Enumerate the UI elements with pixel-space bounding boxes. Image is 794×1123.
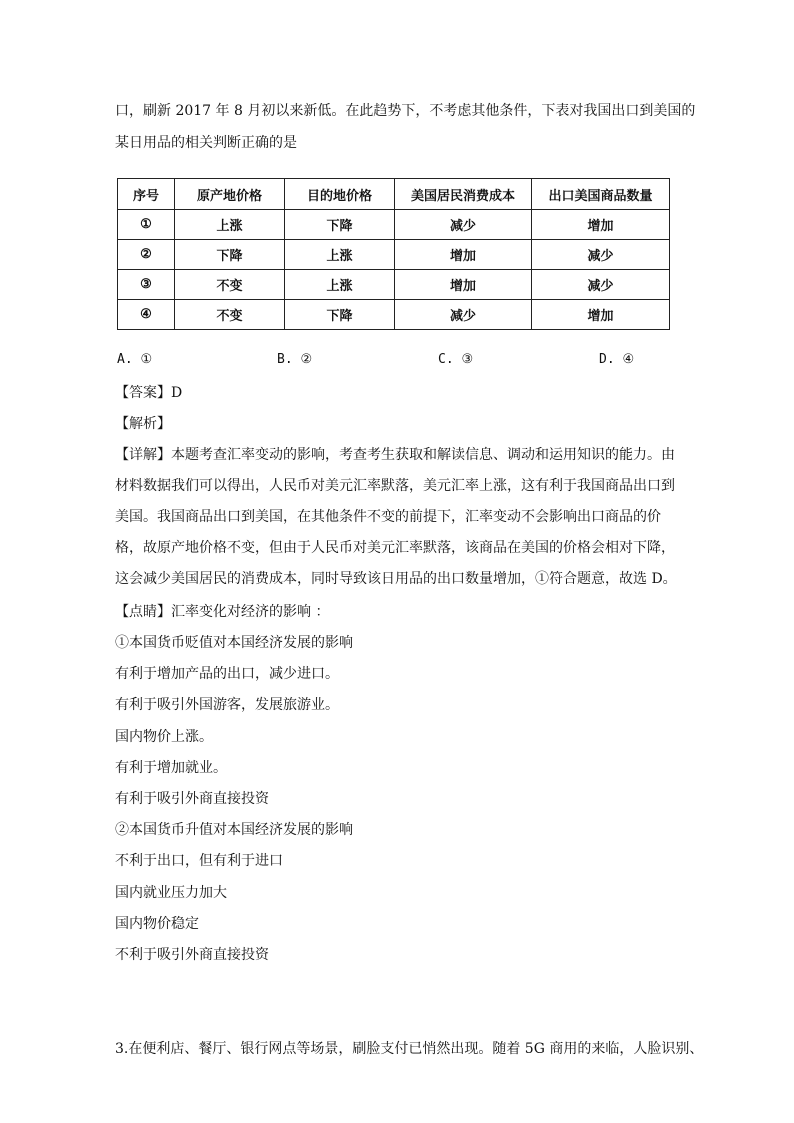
- next-question-text: 3.在便利店、餐厅、银行网点等场景，刷脸支付已悄然出现。随着 5G 商用的来临，人脸识别、: [115, 1041, 704, 1057]
- option-a: A. ①: [117, 352, 153, 367]
- table-cell: 下降: [285, 210, 395, 240]
- point-line: ②本国货币升值对本国经济发展的影响: [115, 822, 353, 838]
- point-line: ①本国货币贬值对本国经济发展的影响: [115, 635, 353, 651]
- point-line: 国内就业压力加大: [115, 885, 227, 901]
- table-cell: 减少: [395, 300, 532, 330]
- table-header-cell: 出口美国商品数量: [532, 179, 670, 210]
- table-row: [118, 270, 670, 300]
- point-line: 国内物价上涨。: [115, 729, 213, 745]
- table-cell: ③: [118, 270, 175, 300]
- table-cell: 上涨: [285, 240, 395, 270]
- table-cell: 减少: [532, 270, 670, 300]
- table-cell: 增加: [532, 300, 670, 330]
- table-cell: 下降: [285, 300, 395, 330]
- table-cell: 增加: [395, 240, 532, 270]
- table-header-cell: 序号: [118, 179, 175, 210]
- table-header-cell: 原产地价格: [175, 179, 285, 210]
- table-row: [118, 300, 670, 330]
- answer-label: 【答案】D: [115, 385, 183, 401]
- table-row: [118, 210, 670, 240]
- point-line: 有利于吸引外商直接投资: [115, 791, 269, 807]
- option-d: D. ④: [599, 352, 635, 367]
- point-line: 有利于增加产品的出口，减少进口。: [115, 666, 339, 682]
- analysis-title: 【解析】: [115, 416, 171, 432]
- table-cell: 下降: [175, 240, 285, 270]
- table-cell: 不变: [175, 270, 285, 300]
- intro-line-1: 口，刷新 2017 年 8 月初以来新低。在此趋势下，不考虑其他条件，下表对我国出口到美国的: [115, 103, 696, 119]
- table-cell: ②: [118, 240, 175, 270]
- table-header-row: [118, 179, 670, 210]
- table-cell: 不变: [175, 300, 285, 330]
- question-table: [117, 178, 670, 330]
- table-cell: 上涨: [285, 270, 395, 300]
- option-c: C. ③: [438, 352, 474, 367]
- table-cell: ④: [118, 300, 175, 330]
- point-line: 有利于增加就业。: [115, 760, 227, 776]
- table-cell: 增加: [532, 210, 670, 240]
- detail-paragraph: 【详解】本题考查汇率变动的影响，考查考生获取和解读信息、调动和运用知识的能力。由材料数据我们可以得出，人民币对美元汇率默落，美元汇率上涨，这有利于我国商品出口到美国。我国商品出口到美国，在其他条件不变的前提下，汇率变动不会影响出口商品的价格，故原产地价格不变，但由于人民币对美元汇率默落，该商品在美国的价格会相对下降，这会减少美国居民的消费成本，同时导致该日用品的出口数量增加，①符合题意，故选 D。: [115, 447, 677, 587]
- table-cell: ①: [118, 210, 175, 240]
- point-line: 不利于吸引外商直接投资: [115, 947, 269, 963]
- point-line: 有利于吸引外国游客，发展旅游业。: [115, 697, 339, 713]
- intro-line-2: 某日用品的相关判断正确的是: [115, 135, 297, 151]
- table-header-cell: 美国居民消费成本: [395, 179, 532, 210]
- point-line: 国内物价稳定: [115, 916, 199, 932]
- table-header-cell: 目的地价格: [285, 179, 395, 210]
- option-b: B. ②: [277, 352, 313, 367]
- table-row: [118, 240, 670, 270]
- table-cell: 增加: [395, 270, 532, 300]
- table-cell: 上涨: [175, 210, 285, 240]
- points-title: 【点睛】汇率变化对经济的影响 ：: [115, 604, 330, 620]
- table-cell: 减少: [395, 210, 532, 240]
- point-line: 不利于出口，但有利于进口: [115, 853, 283, 869]
- table-cell: 减少: [532, 240, 670, 270]
